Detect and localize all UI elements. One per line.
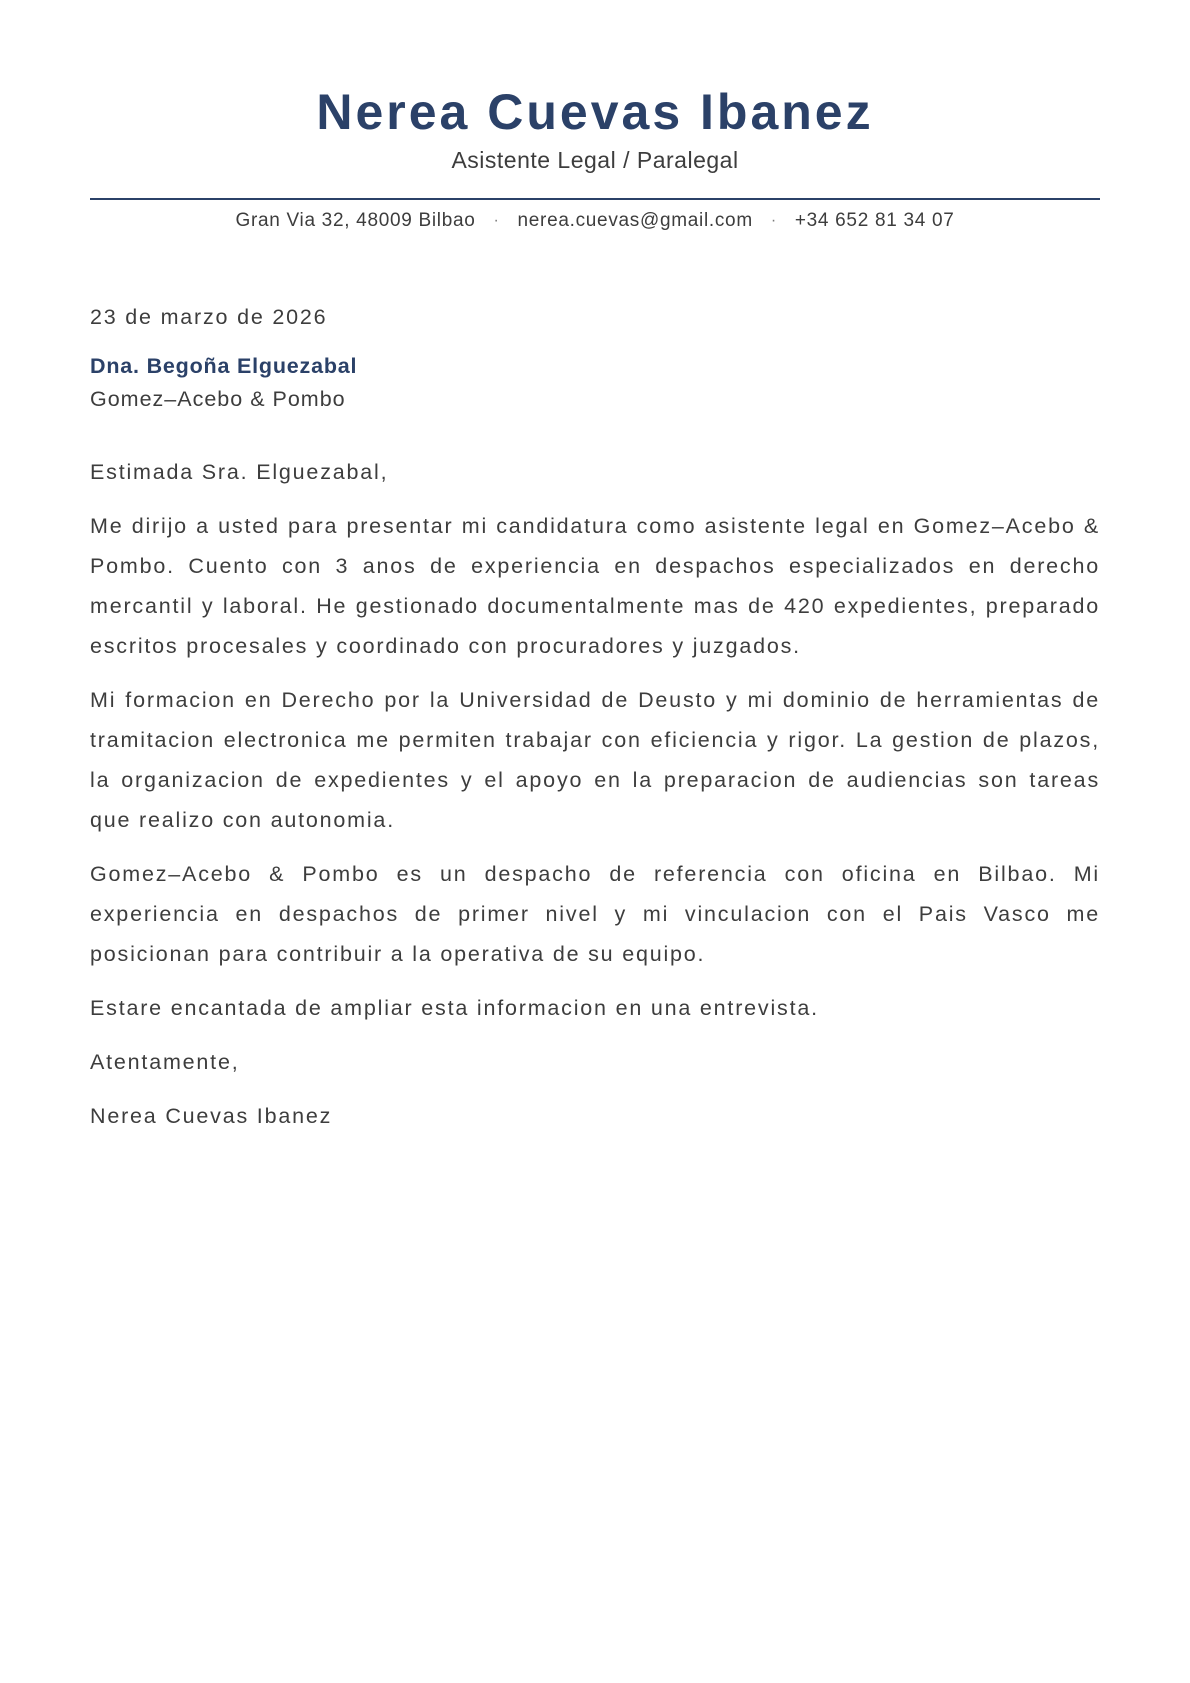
letter-header	[90, 84, 1100, 232]
letter-paragraph-4: Estare encantada de ampliar esta informacion en una entrevista.	[90, 996, 819, 1020]
recipient-name: Dna. Begoña Elguezabal	[90, 354, 358, 378]
letter-greeting: Estimada Sra. Elguezabal,	[90, 460, 389, 484]
contact-email: nerea.cuevas@gmail.com	[517, 210, 753, 231]
candidate-name: Nerea Cuevas Ibanez	[316, 84, 874, 140]
letter-paragraph-2: Mi formacion en Derecho por la Universidad de Deusto y mi dominio de herramientas de tramitacion electronica me permiten trabajar con eficiencia y rigor. La gestion de plazos, la organizacion de expedientes y el apoyo en la preparacion de audiencias son tareas que realizo con autonomia.	[90, 688, 1100, 832]
candidate-job-title: Asistente Legal / Paralegal	[451, 147, 739, 173]
letter-date: 23 de marzo de 2026	[90, 305, 328, 329]
letter-body	[90, 297, 1100, 1136]
contact-separator-dot: ·	[493, 212, 500, 229]
signature-name: Nerea Cuevas Ibanez	[90, 1104, 333, 1128]
recipient-company: Gomez–Acebo & Pombo	[90, 387, 346, 411]
header-divider	[90, 198, 1100, 200]
contact-address: Gran Via 32, 48009 Bilbao	[235, 210, 476, 231]
letter-paragraph-1: Me dirijo a usted para presentar mi candidatura como asistente legal en Gomez–Acebo & Pombo. Cuento con 3 anos de experiencia en despachos especializados en derecho mercantil y laboral. He gestionado documentalmente mas de 420 expedientes, preparado escritos procesales y coordinado con procuradores y juzgados.	[90, 514, 1100, 658]
letter-closing: Atentamente,	[90, 1050, 240, 1074]
letter-paragraph-3: Gomez–Acebo & Pombo es un despacho de referencia con oficina en Bilbao. Mi experiencia en despachos de primer nivel y mi vinculacion con el Pais Vasco me posicionan para contribuir a la operativa de su equipo.	[90, 862, 1100, 966]
recipient-block	[90, 350, 1100, 416]
contact-separator-dot: ·	[770, 212, 777, 229]
contact-line	[90, 210, 1100, 232]
contact-phone: +34 652 81 34 07	[794, 210, 955, 231]
